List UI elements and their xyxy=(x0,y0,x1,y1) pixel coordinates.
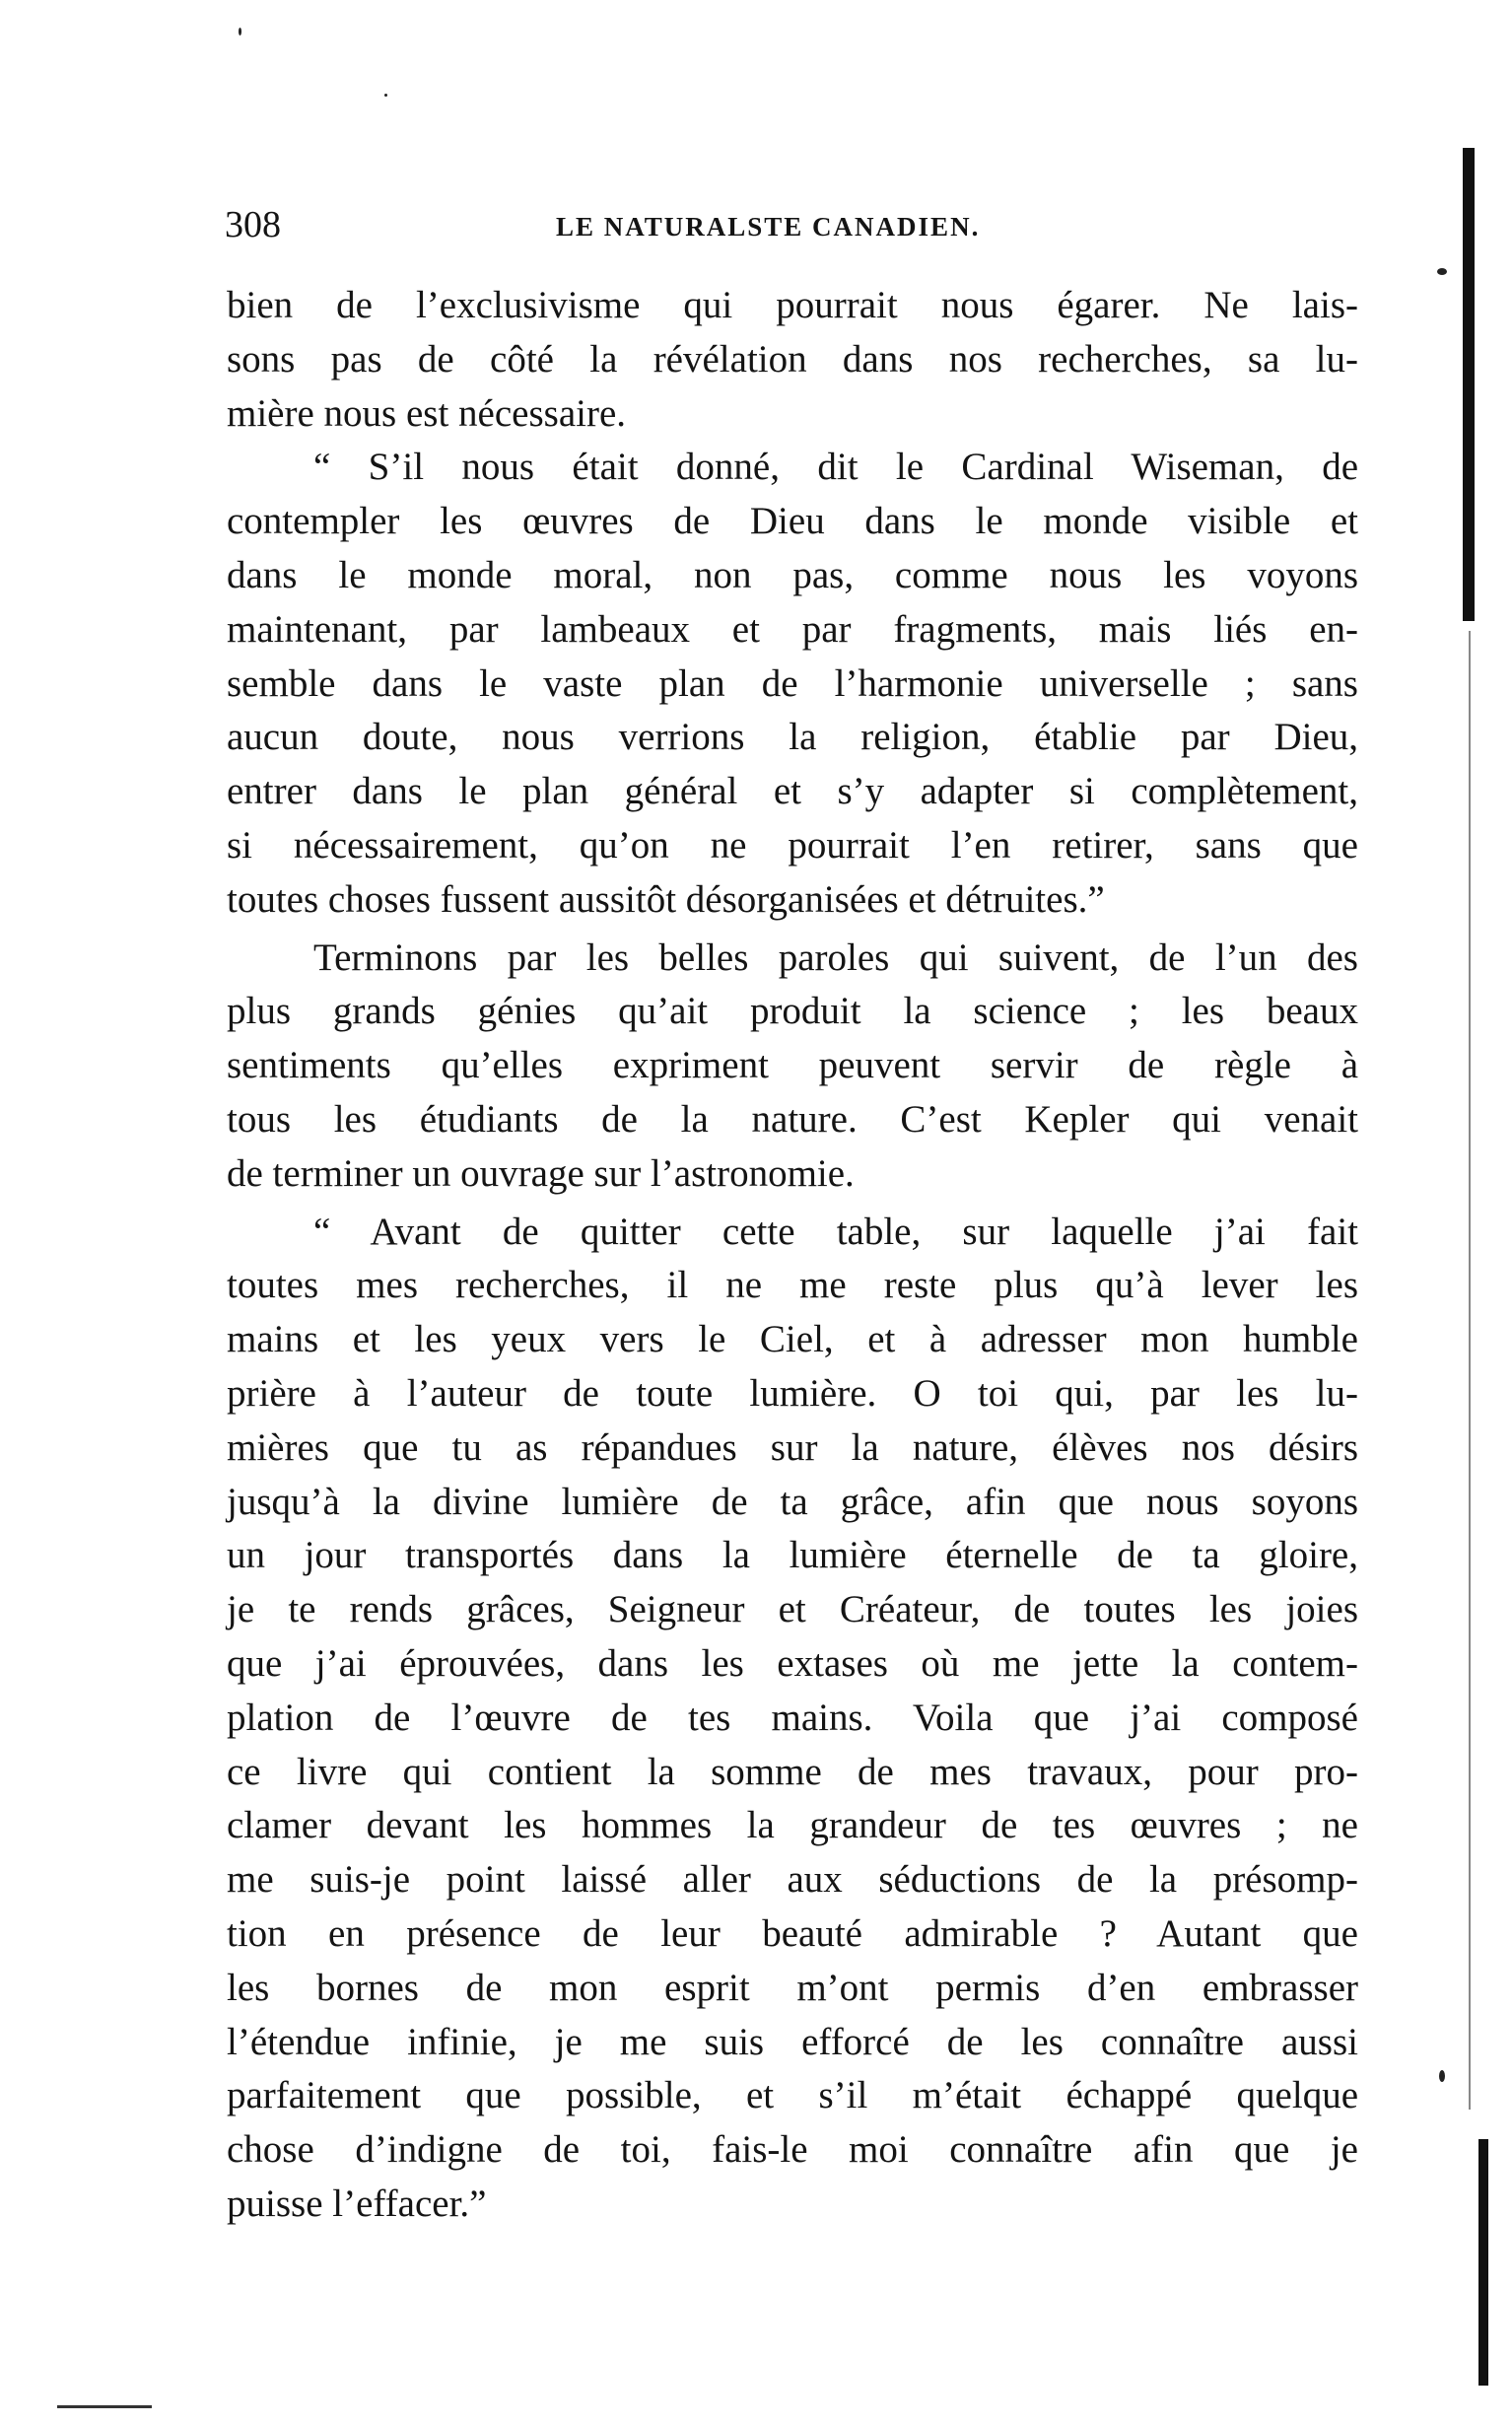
text-line: si nécessairement, qu’on ne pourrait l’en retirer, sans que xyxy=(227,823,1358,866)
text-line: entrer dans le plan général et s’y adapter si complètement, xyxy=(227,770,1358,813)
text-line: tion en présence de leur beauté admirable ? Autant que xyxy=(227,1911,1358,1955)
text-line: toutes choses fussent aussitôt désorganisées et détruites.” xyxy=(227,877,1105,921)
text-line: clamer devant les hommes la grandeur de tes œuvres ; ne xyxy=(227,1804,1358,1847)
scan-speck xyxy=(239,28,241,35)
text-line: puisse l’effacer.” xyxy=(227,2182,487,2225)
text-line: un jour transportés dans la lumière éternelle de ta gloire, xyxy=(227,1534,1358,1577)
text-line: sentiments qu’elles expriment peuvent servir de règle à xyxy=(227,1044,1358,1087)
text-line: que j’ai éprouvées, dans les extases où me jette la contem- xyxy=(227,1641,1358,1685)
text-line: de terminer un ouvrage sur l’astronomie. xyxy=(227,1151,855,1195)
text-line: me suis-je point laissé aller aux séductions de la présomp- xyxy=(227,1858,1358,1902)
text-line: je te rends grâces, Seigneur et Créateur, de toutes les joies xyxy=(227,1588,1358,1631)
text-line: Terminons par les belles paroles qui suivent, de l’un des xyxy=(313,935,1358,979)
running-header xyxy=(225,200,1358,249)
text-line: “ Avant de quitter cette table, sur laquelle j’ai fait xyxy=(313,1210,1358,1253)
running-head-title: LE NATURALSTE CANADIEN. xyxy=(556,212,981,242)
scan-edge-line xyxy=(1469,631,1471,2110)
text-line: mière nous est nécessaire. xyxy=(227,391,627,435)
text-line: ce livre qui contient la somme de mes travaux, pour pro- xyxy=(227,1750,1358,1793)
scan-bottom-rule xyxy=(57,2405,152,2408)
text-line: maintenant, par lambeaux et par fragments, mais liés en- xyxy=(227,607,1358,651)
text-line: l’étendue infinie, je me suis efforcé de les connaître aussi xyxy=(227,2020,1358,2063)
text-line: plation de l’œuvre de tes mains. Voila que j’ai composé xyxy=(227,1696,1358,1739)
text-line: jusqu’à la divine lumière de ta grâce, afin que nous soyons xyxy=(227,1480,1358,1523)
text-line: les bornes de mon esprit m’ont permis d’en embrasser xyxy=(227,1966,1358,2009)
text-line: tous les étudiants de la nature. C’est Kepler qui venait xyxy=(227,1097,1358,1141)
text-line: bien de l’exclusivisme qui pourrait nous égarer. Ne lais- xyxy=(227,284,1358,326)
text-line: mières que tu as répandues sur la nature, élèves nos désirs xyxy=(227,1425,1358,1469)
scan-edge-bar-bottom xyxy=(1478,2139,1488,2386)
page-number: 308 xyxy=(225,204,281,245)
text-line: “ S’il nous était donné, dit le Cardinal Wiseman, de xyxy=(313,446,1358,489)
text-line: aucun doute, nous verrions la religion, établie par Dieu, xyxy=(227,716,1358,759)
text-line: plus grands génies qu’ait produit la science ; les beaux xyxy=(227,990,1358,1033)
text-line: sons pas de côté la révélation dans nos recherches, sa lu- xyxy=(227,337,1358,381)
text-line: parfaitement que possible, et s’il m’était échappé quelque xyxy=(227,2074,1358,2117)
text-line: chose d’indigne de toi, fais-le moi connaître afin que je xyxy=(227,2128,1358,2172)
body-text xyxy=(227,279,1358,2232)
text-line: dans le monde moral, non pas, comme nous les voyons xyxy=(227,553,1358,596)
scan-edge-bar-top xyxy=(1463,148,1475,621)
text-line: toutes mes recherches, il ne me reste plus qu’à lever les xyxy=(227,1264,1358,1307)
scan-speck xyxy=(384,94,387,97)
scan-speck xyxy=(1439,2070,1445,2082)
text-line: prière à l’auteur de toute lumière. O toi qui, par les lu- xyxy=(227,1371,1358,1415)
text-line: semble dans le vaste plan de l’harmonie universelle ; sans xyxy=(227,661,1358,705)
text-line: mains et les yeux vers le Ciel, et à adresser mon humble xyxy=(227,1318,1358,1361)
scan-speck xyxy=(1437,268,1447,275)
text-line: contempler les œuvres de Dieu dans le monde visible et xyxy=(227,500,1358,543)
